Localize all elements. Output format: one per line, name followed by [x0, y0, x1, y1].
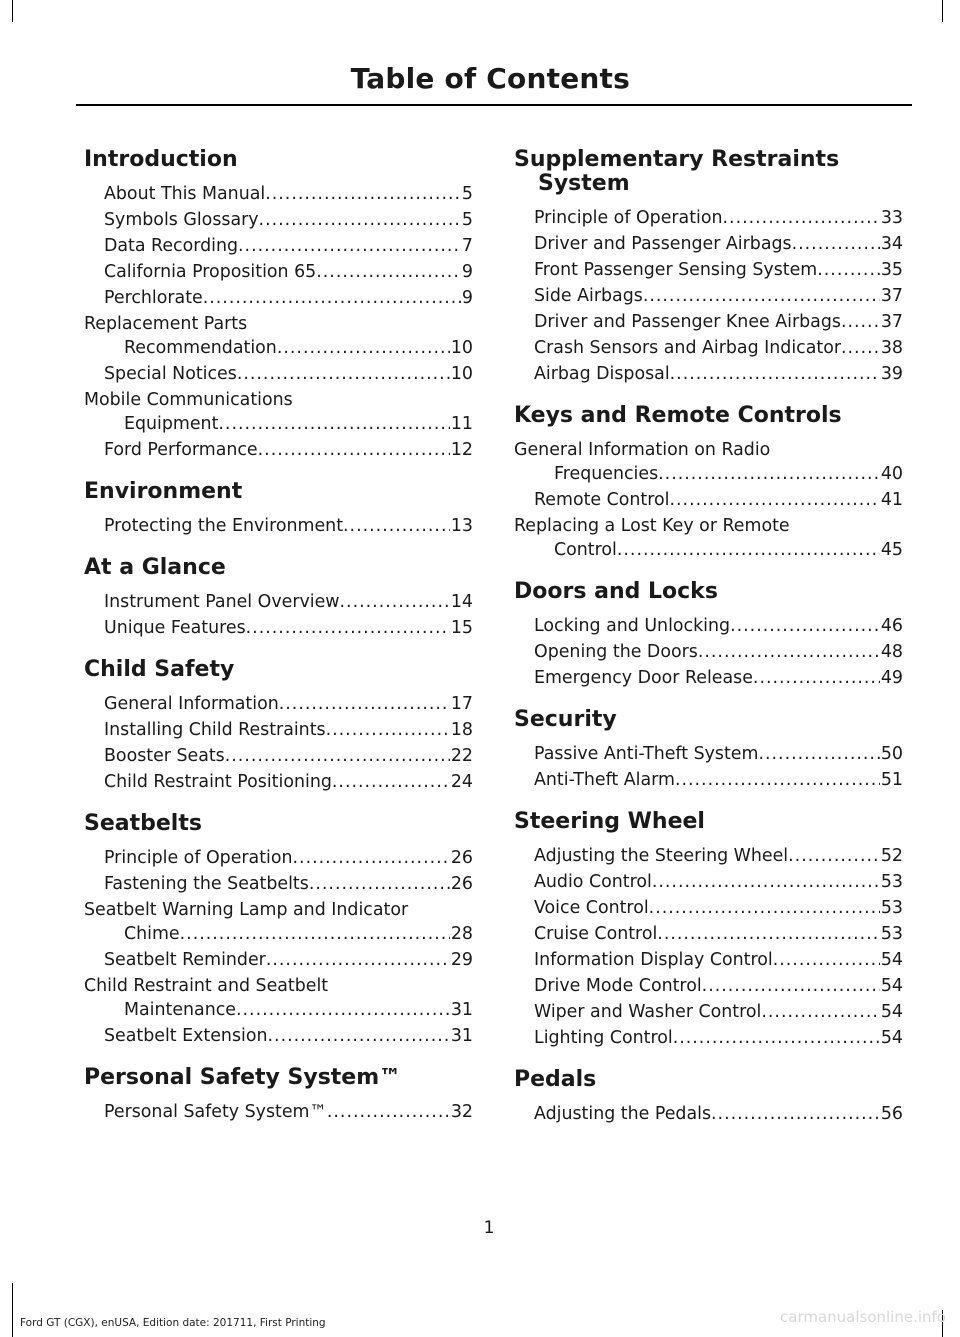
toc-entry[interactable] — [514, 948, 903, 972]
entry-label: About This Manual — [104, 184, 266, 204]
page-ref: 39 — [880, 364, 903, 384]
toc-entry-row — [534, 1102, 903, 1126]
toc-section — [84, 480, 473, 538]
toc-section — [84, 148, 473, 462]
toc-entry[interactable] — [84, 388, 473, 436]
dot-leader — [649, 896, 880, 920]
page-ref: 54 — [880, 950, 903, 970]
entry-label: Airbag Disposal — [534, 364, 670, 384]
toc-entry-row — [534, 922, 903, 946]
dot-leader — [259, 208, 461, 232]
toc-section — [514, 148, 903, 386]
toc-entry[interactable] — [514, 922, 903, 946]
page-ref: 33 — [880, 208, 903, 228]
toc-entry[interactable] — [84, 260, 473, 284]
dot-leader — [758, 742, 879, 766]
dot-leader — [258, 438, 450, 462]
entry-label: Drive Mode Control — [534, 976, 702, 996]
toc-right-column — [514, 148, 903, 1144]
toc-section — [84, 556, 473, 640]
dot-leader — [327, 1100, 450, 1124]
page-ref: 7 — [461, 236, 473, 256]
toc-entry[interactable] — [514, 284, 903, 308]
entry-label: Cruise Control — [534, 924, 658, 944]
entry-label: Mobile Communications — [84, 390, 293, 410]
page-ref: 15 — [450, 618, 473, 638]
toc-section — [514, 708, 903, 792]
toc-entry-row — [534, 462, 903, 486]
dot-leader — [279, 692, 450, 716]
page-ref: 26 — [450, 848, 473, 868]
dot-leader — [753, 666, 880, 690]
page-ref: 28 — [450, 924, 473, 944]
watermark: carmanualsonline.info — [780, 1308, 946, 1326]
toc-entry-row — [534, 768, 903, 792]
page-ref: 45 — [880, 540, 903, 560]
section-heading: Personal Safety System™ — [84, 1065, 402, 1090]
entry-label: Fastening the Seatbelts — [104, 874, 309, 894]
dot-leader — [698, 640, 880, 664]
toc-entry-row — [534, 640, 903, 664]
toc-entry[interactable] — [514, 742, 903, 766]
toc-entry-row — [534, 206, 903, 230]
section-heading: Security — [514, 707, 617, 732]
toc-entry-row — [104, 744, 473, 768]
page-ref: 41 — [880, 490, 903, 510]
toc-entry[interactable] — [514, 870, 903, 894]
toc-entry-row — [104, 872, 473, 896]
page-ref: 9 — [461, 288, 473, 308]
dot-leader — [236, 998, 450, 1022]
toc-entry-row — [534, 336, 903, 360]
page-ref: 31 — [450, 1000, 473, 1020]
section-heading: Doors and Locks — [514, 579, 718, 604]
toc-entry-row — [104, 1024, 473, 1048]
entry-label: Emergency Door Release — [534, 668, 753, 688]
toc-entry-row — [534, 844, 903, 868]
dot-leader — [180, 922, 450, 946]
toc-section — [514, 580, 903, 690]
toc-entry[interactable] — [514, 514, 903, 562]
toc-entry[interactable] — [84, 286, 473, 310]
toc-section — [514, 810, 903, 1050]
toc-entry[interactable] — [84, 208, 473, 232]
dot-leader — [326, 718, 450, 742]
page-ref: 46 — [880, 616, 903, 636]
toc-entry[interactable] — [84, 616, 473, 640]
entry-label-continued: Equipment — [124, 414, 219, 434]
toc-entry[interactable] — [84, 362, 473, 386]
page-ref: 14 — [450, 592, 473, 612]
page-ref: 56 — [880, 1104, 903, 1124]
entry-label: Replacement Parts — [84, 314, 248, 334]
page-ref: 31 — [450, 1026, 473, 1046]
toc-entry-row — [534, 310, 903, 334]
entry-label: Audio Control — [534, 872, 652, 892]
dot-leader — [711, 1102, 880, 1126]
page-ref: 50 — [880, 744, 903, 764]
entry-label: Principle of Operation — [104, 848, 293, 868]
dot-leader — [658, 462, 880, 486]
section-heading: Child Safety — [84, 657, 235, 682]
page-ref: 54 — [880, 1002, 903, 1022]
toc-section — [84, 1066, 473, 1124]
toc-entry[interactable] — [514, 362, 903, 386]
dot-leader — [788, 844, 880, 868]
toc-entry[interactable] — [84, 744, 473, 768]
toc-left-column — [84, 148, 473, 1142]
toc-entry-row — [534, 870, 903, 894]
toc-entry[interactable] — [514, 974, 903, 998]
dot-leader — [225, 744, 450, 768]
entry-label: Opening the Doors — [534, 642, 698, 662]
entry-label: Seatbelt Extension — [104, 1026, 268, 1046]
dot-leader — [316, 260, 461, 284]
dot-leader — [841, 310, 880, 334]
page-ref: 53 — [880, 872, 903, 892]
entry-label: Child Restraint and Seatbelt — [84, 976, 329, 996]
toc-entry-row — [104, 182, 473, 206]
entry-label: Crash Sensors and Airbag Indicator — [534, 338, 841, 358]
entry-label: General Information on Radio — [514, 440, 771, 460]
entry-label: Protecting the Environment — [104, 516, 344, 536]
toc-entry[interactable] — [84, 846, 473, 870]
entry-label: Perchlorate — [104, 288, 203, 308]
toc-entry[interactable] — [84, 590, 473, 614]
entry-label: Seatbelt Warning Lamp and Indicator — [84, 900, 409, 920]
toc-section — [514, 1068, 903, 1126]
entry-label-continued: Recommendation — [124, 338, 277, 358]
toc-entry[interactable] — [84, 718, 473, 742]
page-ref: 9 — [461, 262, 473, 282]
toc-entry[interactable] — [84, 974, 473, 1022]
section-heading: Steering Wheel — [514, 809, 705, 834]
page-ref: 12 — [450, 440, 473, 460]
dot-leader — [343, 514, 450, 538]
entry-label: Adjusting the Steering Wheel — [534, 846, 789, 866]
entry-label: Side Airbags — [534, 286, 643, 306]
page-ref: 54 — [880, 976, 903, 996]
page-ref: 54 — [880, 1028, 903, 1048]
dot-leader — [675, 768, 880, 792]
dot-leader — [277, 336, 450, 360]
toc-entry-row — [104, 234, 473, 258]
toc-entry-row — [534, 538, 903, 562]
entry-label: Booster Seats — [104, 746, 225, 766]
entry-label: Locking and Unlocking — [534, 616, 731, 636]
crop-mark-top-left — [12, 0, 13, 22]
crop-mark-top-right — [942, 0, 943, 22]
dot-leader — [723, 206, 880, 230]
entry-label-continued: Chime — [124, 924, 180, 944]
toc-entry-row — [104, 846, 473, 870]
toc-entry[interactable] — [514, 438, 903, 486]
entry-label: Personal Safety System™ — [104, 1102, 327, 1122]
toc-entry[interactable] — [514, 1102, 903, 1126]
page-ref: 11 — [450, 414, 473, 434]
toc-entry-row — [104, 208, 473, 232]
entry-label: Wiper and Washer Control — [534, 1002, 762, 1022]
dot-leader — [309, 872, 450, 896]
page-ref: 5 — [461, 210, 473, 230]
toc-entry[interactable] — [84, 312, 473, 360]
entry-label-continued: Frequencies — [554, 464, 659, 484]
toc-entry-row — [534, 974, 903, 998]
entry-label: Principle of Operation — [534, 208, 723, 228]
page-ref: 49 — [880, 668, 903, 688]
section-heading: At a Glance — [84, 555, 226, 580]
page-ref: 29 — [450, 950, 473, 970]
toc-entry[interactable] — [514, 1026, 903, 1050]
dot-leader — [670, 488, 880, 512]
entry-label: Voice Control — [534, 898, 649, 918]
entry-label: Ford Performance — [104, 440, 258, 460]
entry-label: Installing Child Restraints — [104, 720, 326, 740]
toc-entry-row — [534, 614, 903, 638]
toc-entry-row — [534, 666, 903, 690]
toc-entry-row — [104, 1100, 473, 1124]
toc-entry-row — [104, 770, 473, 794]
toc-entry-row — [534, 362, 903, 386]
dot-leader — [792, 232, 880, 256]
dot-leader — [643, 284, 880, 308]
entry-label: Data Recording — [104, 236, 239, 256]
dot-leader — [841, 336, 880, 360]
toc-entry[interactable] — [514, 896, 903, 920]
dot-leader — [761, 1000, 879, 1024]
dot-leader — [268, 1024, 450, 1048]
toc-entry[interactable] — [514, 614, 903, 638]
toc-entry[interactable] — [514, 768, 903, 792]
edition-footer: Ford GT (CGX), enUSA, Edition date: 201711, First Printing — [20, 1317, 326, 1329]
title-divider — [76, 104, 912, 106]
toc-section — [84, 812, 473, 1048]
dot-leader — [238, 234, 461, 258]
toc-entry-row — [104, 616, 473, 640]
page-ref: 13 — [450, 516, 473, 536]
section-heading: Environment — [84, 479, 243, 504]
toc-entry[interactable] — [84, 770, 473, 794]
toc-entry-row — [104, 692, 473, 716]
entry-label: Adjusting the Pedals — [534, 1104, 712, 1124]
page-ref: 38 — [880, 338, 903, 358]
toc-entry[interactable] — [84, 182, 473, 206]
dot-leader — [266, 948, 450, 972]
page-ref: 10 — [450, 364, 473, 384]
toc-entry-row — [534, 896, 903, 920]
toc-entry-row — [534, 488, 903, 512]
toc-entry[interactable] — [84, 692, 473, 716]
toc-entry-row — [104, 260, 473, 284]
toc-entry-row — [104, 998, 473, 1022]
crop-mark-bottom-left — [12, 1283, 13, 1337]
entry-label: Instrument Panel Overview — [104, 592, 340, 612]
entry-label: Front Passenger Sensing System — [534, 260, 818, 280]
toc-entry[interactable] — [84, 1024, 473, 1048]
toc-section — [514, 404, 903, 562]
page-ref: 32 — [450, 1102, 473, 1122]
entry-label: Replacing a Lost Key or Remote — [514, 516, 790, 536]
dot-leader — [218, 412, 449, 436]
page-ref: 22 — [450, 746, 473, 766]
page-ref: 26 — [450, 874, 473, 894]
dot-leader — [332, 770, 450, 794]
page-ref: 24 — [450, 772, 473, 792]
dot-leader — [670, 362, 880, 386]
dot-leader — [673, 1026, 880, 1050]
toc-entry-row — [104, 948, 473, 972]
dot-leader — [340, 590, 450, 614]
dot-leader — [652, 870, 880, 894]
page-ref: 34 — [880, 234, 903, 254]
section-heading: Pedals — [514, 1067, 597, 1092]
toc-section — [84, 658, 473, 794]
page-ref: 52 — [880, 846, 903, 866]
toc-entry[interactable] — [514, 336, 903, 360]
entry-label: California Proposition 65 — [104, 262, 317, 282]
entry-label: Special Notices — [104, 364, 237, 384]
toc-entry-row — [104, 922, 473, 946]
entry-label: Anti-Theft Alarm — [534, 770, 675, 790]
page-ref: 51 — [880, 770, 903, 790]
toc-entry[interactable] — [514, 666, 903, 690]
section-heading: Keys and Remote Controls — [514, 403, 842, 428]
page-number: 1 — [483, 1218, 495, 1238]
entry-label: Passive Anti-Theft System — [534, 744, 759, 764]
entry-label-continued: Maintenance — [124, 1000, 236, 1020]
entry-label: Driver and Passenger Knee Airbags — [534, 312, 841, 332]
toc-entry[interactable] — [84, 514, 473, 538]
page-ref: 18 — [450, 720, 473, 740]
toc-entry[interactable] — [514, 1000, 903, 1024]
page-ref: 17 — [450, 694, 473, 714]
toc-entry[interactable] — [514, 310, 903, 334]
toc-entry-row — [534, 1000, 903, 1024]
toc-entry[interactable] — [514, 258, 903, 282]
toc-entry[interactable] — [514, 206, 903, 230]
toc-entry-row — [104, 362, 473, 386]
toc-entry-row — [534, 284, 903, 308]
page-ref: 48 — [880, 642, 903, 662]
toc-entry-row — [104, 590, 473, 614]
toc-entry-row — [534, 1026, 903, 1050]
toc-entry[interactable] — [84, 898, 473, 946]
dot-leader — [657, 922, 880, 946]
page-ref: 10 — [450, 338, 473, 358]
entry-label: Child Restraint Positioning — [104, 772, 332, 792]
entry-label: Lighting Control — [534, 1028, 673, 1048]
toc-entry-row — [104, 336, 473, 360]
toc-entry-row — [104, 412, 473, 436]
toc-entry[interactable] — [514, 232, 903, 256]
section-heading: Introduction — [84, 147, 238, 172]
toc-entry-row — [104, 286, 473, 310]
toc-entry-row — [534, 258, 903, 282]
toc-entry[interactable] — [84, 948, 473, 972]
page-ref: 40 — [880, 464, 903, 484]
dot-leader — [617, 538, 880, 562]
toc-entry-row — [534, 948, 903, 972]
page-ref: 53 — [880, 898, 903, 918]
page-ref: 35 — [880, 260, 903, 280]
entry-label: Driver and Passenger Airbags — [534, 234, 792, 254]
toc-entry-row — [534, 742, 903, 766]
page-title: Table of Contents — [350, 62, 630, 95]
dot-leader — [773, 948, 880, 972]
entry-label: General Information — [104, 694, 279, 714]
toc-entry-row — [104, 438, 473, 462]
toc-entry[interactable] — [84, 1100, 473, 1124]
dot-leader — [265, 182, 461, 206]
toc-entry[interactable] — [84, 872, 473, 896]
entry-label: Remote Control — [534, 490, 670, 510]
toc-entry[interactable] — [514, 488, 903, 512]
dot-leader — [702, 974, 880, 998]
page-ref: 37 — [880, 286, 903, 306]
dot-leader — [817, 258, 880, 282]
entry-label: Information Display Control — [534, 950, 773, 970]
section-heading: Supplementary Restraints System — [514, 147, 840, 196]
dot-leader — [237, 362, 450, 386]
entry-label-continued: Control — [554, 540, 617, 560]
dot-leader — [293, 846, 450, 870]
page-ref: 5 — [461, 184, 473, 204]
entry-label: Unique Features — [104, 618, 246, 638]
toc-entry[interactable] — [84, 438, 473, 462]
dot-leader — [203, 286, 461, 310]
entry-label: Symbols Glossary — [104, 210, 259, 230]
page-ref: 53 — [880, 924, 903, 944]
toc-entry-row — [104, 514, 473, 538]
toc-entry[interactable] — [514, 640, 903, 664]
page-ref: 37 — [880, 312, 903, 332]
toc-entry-row — [104, 718, 473, 742]
toc-entry-row — [534, 232, 903, 256]
entry-label: Seatbelt Reminder — [104, 950, 266, 970]
toc-entry[interactable] — [84, 234, 473, 258]
dot-leader — [730, 614, 880, 638]
toc-entry[interactable] — [514, 844, 903, 868]
section-heading: Seatbelts — [84, 811, 202, 836]
dot-leader — [246, 616, 450, 640]
